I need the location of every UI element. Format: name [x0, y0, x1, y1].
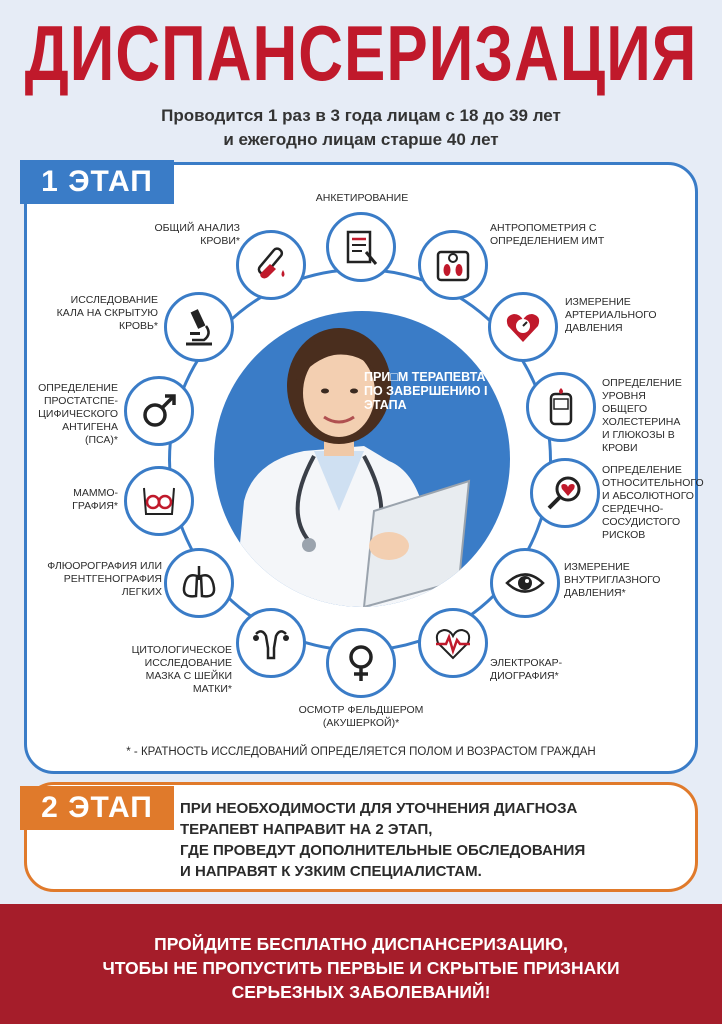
scale-icon: [418, 230, 488, 300]
poster-subtitle: [0, 104, 722, 152]
blood-pressure-icon: [488, 292, 558, 362]
label-questionnaire: АНКЕТИРОВАНИЕ: [315, 192, 409, 204]
female-symbol-icon: [326, 628, 396, 698]
breast-icon: [124, 466, 194, 536]
heart-magnifier-icon: [530, 458, 600, 528]
poster-title: ДИСПАНСЕРИЗАЦИЯ: [24, 11, 698, 98]
footnote: * - КРАТНОСТЬ ИССЛЕДОВАНИЙ ОПРЕДЕЛЯЕТСЯ ПОЛОМ И ВОЗРАСТОМ ГРАЖДАН: [126, 746, 596, 758]
label-cholesterol-glucose: ОПРЕДЕЛЕНИЕ УРОВНЯ ОБЩЕГО ХОЛЕСТЕРИНА И ГЛЮКОЗЫ В КРОВИ: [602, 377, 682, 454]
label-mammography: МАММО-ГРАФИЯ*: [72, 487, 118, 512]
label-feldsher: ОСМОТР ФЕЛЬДШЕРОМ (АКУШЕРКОЙ)*: [298, 704, 424, 729]
subtitle-line-1: Проводится 1 раз в 3 года лицам с 18 до 39 лет: [161, 106, 561, 125]
stage2-label: 2 ЭТАП: [20, 786, 174, 830]
label-anthropometry: АНТРОПОМЕТРИЯ С ОПРЕДЕЛЕНИЕМ ИМТ: [490, 222, 605, 247]
label-cytology: ЦИТОЛОГИЧЕСКОЕ ИССЛЕДОВАНИЕ МАЗКА С ШЕЙКИ МАТКИ*: [131, 644, 232, 695]
ecg-heart-icon: [418, 608, 488, 678]
therapist-visit-text: ПРИ□М ТЕРАПЕВТА ПО ЗАВЕРШЕНИЮ I ЭТАПА: [364, 370, 488, 412]
uterus-icon: [236, 608, 306, 678]
subtitle-line-2: и ежегодно лицам старше 40 лет: [223, 130, 499, 149]
banner-call-to-action: ПРОЙДИТЕ БЕСПЛАТНО ДИСПАНСЕРИЗАЦИЮ, ЧТОБЫ НЕ ПРОПУСТИТЬ ПЕРВЫЕ И СКРЫТЫЕ ПРИЗНАКИ СЕРЬЕЗНЫХ ЗАБОЛЕВАНИЙ!: [102, 934, 620, 1002]
lungs-icon: [164, 548, 234, 618]
doctor-circle: [214, 311, 510, 607]
label-ecg: ЭЛЕКТРОКАР-ДИОГРАФИЯ*: [490, 657, 563, 682]
stage1-label: 1 ЭТАП: [20, 160, 174, 204]
test-tube-icon: [236, 230, 306, 300]
label-cardio-risk: ОПРЕДЕЛЕНИЕ ОТНОСИТЕЛЬНОГО И АБСОЛЮТНОГО СЕРДЕЧНО-СОСУДИСТОГО РИСКОВ: [602, 464, 704, 541]
glucometer-icon: [526, 372, 596, 442]
stage2-description: ПРИ НЕОБХОДИМОСТИ ДЛЯ УТОЧНЕНИЯ ДИАГНОЗА ТЕРАПЕВТ НАПРАВИТ НА 2 ЭТАП, ГДЕ ПРОВЕДУТ ДОПОЛНИТЕЛЬНЫЕ ОБСЛЕДОВАНИЯ И НАПРАВЯТ К УЗКИМ СПЕЦИАЛИСТАМ.: [180, 800, 586, 880]
microscope-icon: [164, 292, 234, 362]
questionnaire-icon: [326, 212, 396, 282]
label-eye-pressure: ИЗМЕРЕНИЕ ВНУТРИГЛАЗНОГО ДАВЛЕНИЯ*: [564, 561, 661, 599]
label-psa: ОПРЕДЕЛЕНИЕ ПРОСТАТСПЕ-ЦИФИЧЕСКОГО АНТИГЕНА (ПСА)*: [38, 382, 118, 446]
eye-icon: [490, 548, 560, 618]
label-blood-pressure: ИЗМЕРЕНИЕ АРТЕРИАЛЬНОГО ДАВЛЕНИЯ: [565, 296, 657, 334]
label-stool-test: ИССЛЕДОВАНИЕ КАЛА НА СКРЫТУЮ КРОВЬ*: [56, 294, 158, 332]
doctor-illustration: [214, 311, 510, 607]
male-symbol-icon: [124, 376, 194, 446]
label-fluorography: ФЛЮОРОГРАФИЯ ИЛИ РЕНТГЕНОГРАФИЯ ЛЕГКИХ: [47, 560, 162, 598]
label-blood-test: ОБЩИЙ АНАЛИЗ КРОВИ*: [154, 222, 240, 247]
